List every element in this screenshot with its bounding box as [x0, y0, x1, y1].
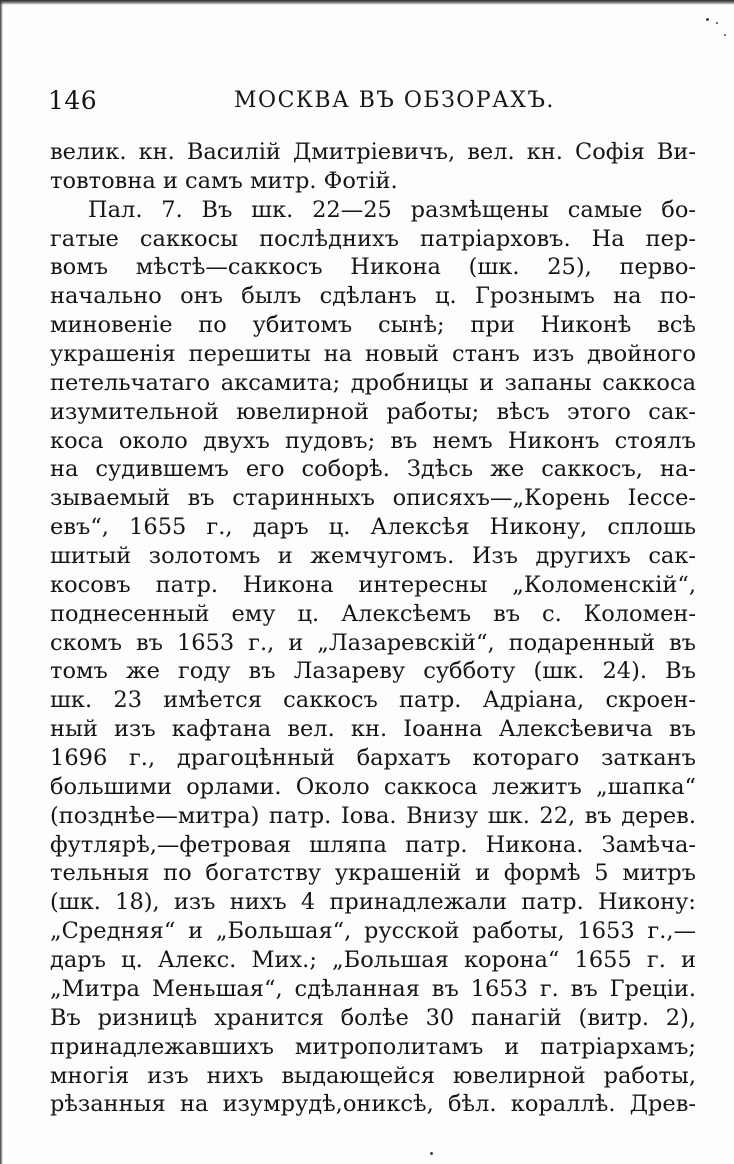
- text-line: многія изъ нихъ выдающейся ювелирной работы,: [50, 1062, 696, 1089]
- scan-speck: [706, 18, 709, 21]
- text-line: тельныя по богатству украшеній и формѣ 5 митръ: [50, 860, 696, 887]
- text-line: рѣзанныя на изумрудѣ,ониксѣ, бѣл. кораллѣ. Древ-: [50, 1091, 696, 1118]
- text-line: „Средняя“ и „Большая“, русской работы, 1653 г.,—: [50, 918, 696, 945]
- text-line: Въ ризницѣ хранится болѣе 30 панагій (витр. 2),: [50, 1004, 696, 1031]
- scan-speck: [716, 22, 718, 24]
- text-line: на судившемъ его соборѣ. Здѣсь же саккосъ, на-: [50, 456, 696, 483]
- text-line: изумительной ювелирной работы; вѣсъ этого сак-: [50, 398, 696, 425]
- scan-edge-left: [0, 0, 3, 1164]
- scan-speck: [724, 34, 726, 36]
- text-line: зываемый въ старинныхъ описяхъ—„Корень Іессе-: [50, 485, 696, 512]
- scan-speck: [430, 1152, 433, 1155]
- text-line: евъ“, 1655 г., даръ ц. Алексѣя Никону, сплошь: [50, 514, 696, 541]
- text-line: товтовна и самъ митр. Фотій.: [50, 167, 398, 194]
- text-line: принадлежавшихъ митрополитамъ и патріархамъ;: [50, 1033, 696, 1060]
- text-line: вомъ мѣстѣ—саккосъ Никона (шк. 25), перво-: [50, 254, 696, 281]
- running-title: МОСКВА ВЪ ОБЗОРАХЪ.: [234, 88, 555, 113]
- page-number: 146: [48, 86, 98, 115]
- text-line: футлярѣ,—фетровая шляпа патр. Никона. Замѣча-: [50, 831, 696, 858]
- text-line: (позднѣе—митра) патр. Іова. Внизу шк. 22, въ дерев.: [50, 802, 696, 829]
- text-line: шитый золотомъ и жемчугомъ. Изъ другихъ сак-: [50, 543, 696, 570]
- text-line: Пал. 7. Въ шк. 22—25 размѣщены самые бо-: [88, 196, 696, 223]
- text-line: поднесенный ему ц. Алексѣемъ въ с. Коломен-: [50, 600, 696, 627]
- text-line: коса около двухъ пудовъ; въ немъ Никонъ стоялъ: [50, 427, 696, 454]
- text-line: шк. 23 имѣется саккосъ патр. Адріана, скроен-: [50, 687, 696, 714]
- text-line: косовъ патр. Никона интересны „Коломенскій“,: [50, 571, 696, 598]
- page-header: [48, 82, 694, 122]
- text-line: томъ же году въ Лазареву субботу (шк. 24). Въ: [50, 658, 696, 685]
- text-line: даръ ц. Алекс. Мих.; „Большая корона“ 1655 г. и: [50, 947, 696, 974]
- scan-edge-top: [0, 0, 734, 5]
- text-line: украшенія перешиты на новый станъ изъ двойного: [50, 341, 696, 368]
- text-line: велик. кн. Василій Дмитріевичъ, вел. кн. Софія Ви-: [50, 139, 696, 165]
- body-text: [50, 138, 696, 1119]
- text-line: „Митра Меньшая“, сдѣланная въ 1653 г. въ Греціи.: [50, 975, 696, 1002]
- text-line: начально онъ былъ сдѣланъ ц. Грознымъ на по-: [50, 283, 696, 310]
- text-line: (шк. 18), изъ нихъ 4 принадлежали патр. Никону:: [50, 889, 696, 916]
- text-line: гатые саккосы послѣднихъ патріарховъ. На пер-: [50, 225, 696, 252]
- text-line: скомъ въ 1653 г., и „Лазаревскій“, подаренный въ: [50, 629, 696, 656]
- text-line: большими орлами. Около саккоса лежитъ „шапка“: [50, 773, 696, 800]
- text-line: петельчатаго аксамита; дробницы и запаны саккоса: [50, 369, 696, 396]
- text-line: 1696 г., драгоцѣнный бархатъ котораго затканъ: [50, 745, 696, 772]
- text-line: миновеніе по убитомъ сынѣ; при Никонѣ всѣ: [50, 312, 696, 339]
- text-line: ный изъ кафтана вел. кн. Іоанна Алексѣевича въ: [50, 716, 696, 743]
